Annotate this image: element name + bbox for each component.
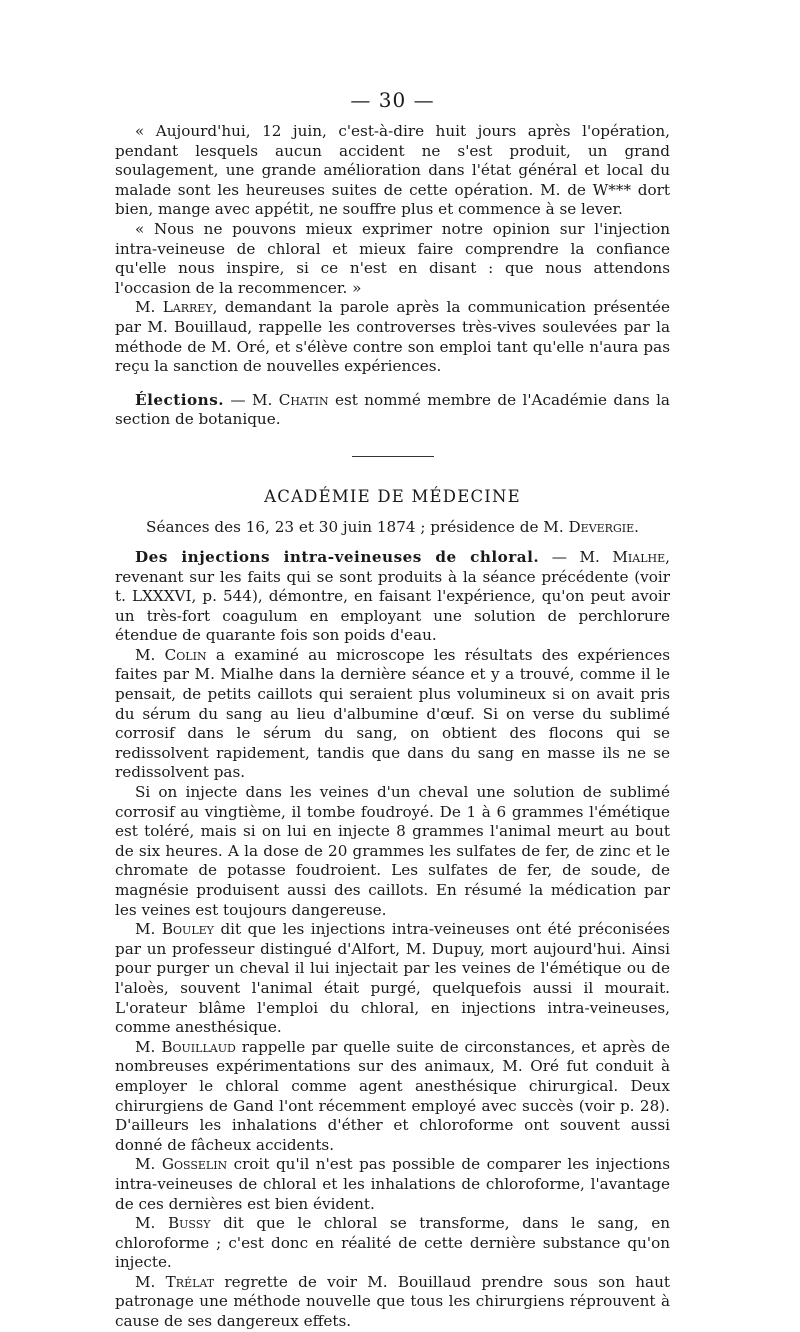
paragraph-text: revenant sur les faits qui se sont produits à la séance précédente (voir t. LXXXVI, p. 544), démontre, en faisant l'expérience, qu'on peut avoir un très-fort coagulum en employant une solution de perchlorure étendue de quarante fois son poids d'eau. — [115, 567, 670, 645]
section-heading: Élections. — [135, 390, 225, 409]
section-heading: Des injections intra-veineuses de chloral. — [135, 547, 540, 566]
speaker-name: Chatin — [278, 390, 329, 409]
speaker-name: M. Bouley — [135, 920, 214, 939]
paragraph-text: rappelle par quelle suite de circonstances, et après de nombreuses expérimentations sur des animaux, M. Oré fut conduit à employer le chloral comme agent anesthésique chirurgical. Deux chirurgiens de Gand l'ont récemment employé avec succès (voir p. 28). D'ailleurs les inhalations d'éther et chloroforme ont souvent aussi donné de fâcheux accidents. — [115, 1037, 670, 1154]
paragraph-text: dit que les injections intra-veineuses ont été préconisées par un professeur distingué d'Alfort, M. Dupuy, mort aujourd'hui. Ainsi pour purger un cheval il lui injectait par les veines de l'émétique ou de l'aloès, souvent l'animal était purgé, quelquefois aussi il mourait. L'orateur blâme l'emploi du chloral, en injections intra-veineuses, comme anesthésique. — [115, 920, 670, 1037]
paragraph-text: regrette de voir M. Bouillaud prendre sous son haut patronage une méthode nouvelle que tous les chirurgiens réprouvent à cause de ses dangereux effets. — [115, 1272, 670, 1331]
paragraph-text: demandant la parole après la communication présentée par M. Bouillaud, rappelle les controverses très-vives soulevées par la méthode de M. Oré, et s'élève contre son emploi tant qu'elle n'aura pas reçu la sanction de nouvelles expériences. — [115, 298, 670, 376]
elections-paragraph — [115, 391, 670, 430]
sessions-line — [115, 518, 670, 536]
paragraph-text: est nommé membre de l'Académie dans la section de botanique. — [115, 390, 670, 429]
section-divider — [352, 456, 434, 457]
speaker-name: M. Bussy — [135, 1214, 211, 1233]
speaker-name: M. Gosselin — [135, 1155, 228, 1174]
speaker-name: M. Bouillaud — [135, 1037, 236, 1056]
academy-title: ACADÉMIE DE MÉDECINE — [264, 486, 521, 506]
page-number: — 30 — — [350, 88, 435, 112]
trelat-paragraph — [115, 1273, 670, 1332]
mialhe-paragraph — [115, 548, 670, 646]
bouley-paragraph — [115, 920, 670, 1038]
sessions-text: Séances des 16, 23 et 30 juin 1874 ; présidence de M. — [146, 517, 569, 536]
president-name: Devergie. — [568, 517, 639, 536]
speaker-name: Mialhe, — [612, 547, 670, 566]
colin-paragraph-2: Si on injecte dans les veines d'un cheval une solution de sublimé corrosif au vingtième, il tombe foudroyé. De 1 à 6 grammes l'émétique est toléré, mais si on lui en injecte 8 grammes l'animal meurt au bout de six heures. A la dose de 20 grammes les sulfates de fer, de zinc et le chromate de potasse foudroient. Les sulfates de fer, de soude, de magnésie produisent aussi des caillots. En résumé la médication par les veines est toujours dangereuse. — [115, 783, 670, 919]
paragraph-text: croit qu'il n'est pas possible de comparer les injections intra-veineuses de chloral et les inhalations de chloroforme, l'avantage de ces dernières est bien évident. — [115, 1155, 670, 1213]
larrey-paragraph — [115, 298, 670, 376]
speaker-name: M. Trélat — [135, 1272, 215, 1291]
gosselin-paragraph — [115, 1155, 670, 1214]
heading-dash: — M. — [224, 390, 279, 409]
quote-paragraph-1: « Aujourd'hui, 12 juin, c'est-à-dire huit jours après l'opération, pendant lesquels aucun accident ne s'est produit, un grand soulagement, une grande amélioration dans l'état général et local du malade sont les heureuses suites de cette opération. M. de W*** dort bien, mange avec appétit, ne souffre plus et commence à se lever. — [115, 122, 670, 219]
bouillaud-paragraph — [115, 1038, 670, 1156]
speaker-name: M. Colin — [135, 645, 207, 664]
colin-paragraph — [115, 646, 670, 783]
quote-paragraph-2: « Nous ne pouvons mieux exprimer notre opinion sur l'injection intra-veineuse de chloral et mieux faire comprendre la confiance qu'elle nous inspire, si ce n'est en disant : que nous attendons l'occasion de la recommencer. » — [115, 219, 670, 297]
paragraph-text: a examiné au microscope les résultats des expériences faites par M. Mialhe dans la dernière séance et y a trouvé, comme il le pensait, de petits caillots qui seraient plus volumineux si on avait pris du sérum du sang au lieu d'albumine d'œuf. Si on verse du sublimé corrosif dans le sérum du sang, on obtient des flocons qui se redissolvent rapidement, tandis que dans du sang en masse ils ne se redissolvent pas. — [115, 645, 670, 782]
paragraph-text: dit que le chloral se transforme, dans le sang, en chloroforme ; c'est donc en réalité de cette dernière substance qu'on injecte. — [115, 1214, 671, 1272]
bussy-paragraph — [115, 1214, 670, 1273]
speaker-name: M. Larrey, — [135, 298, 218, 317]
heading-dash: — M. — [539, 547, 613, 566]
